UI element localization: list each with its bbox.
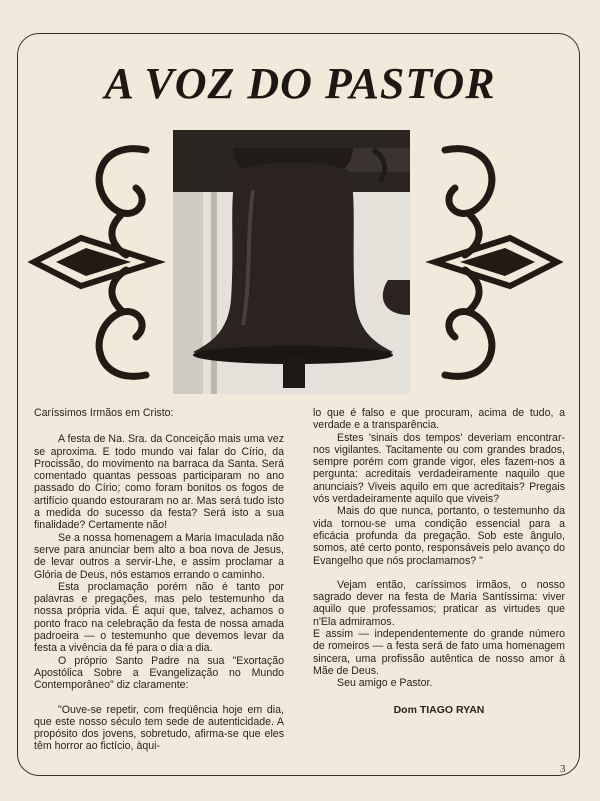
right-scroll-ornament-icon xyxy=(425,130,565,395)
page-number: 3 xyxy=(560,763,566,775)
church-bell-icon xyxy=(173,130,410,394)
left-text-column xyxy=(34,407,284,753)
signature: Dom TIAGO RYAN xyxy=(393,703,485,716)
bell-photograph xyxy=(173,130,410,394)
paragraph: Vejam então, caríssimos irmãos, o nosso sagrado dever na festa de Maria Santíssima: viver aquilo que professamos; praticar as virtudes que n'Ela admiramos. xyxy=(313,578,565,628)
paragraph: E assim — independentemente do grande número de romeiros — a festa será de fato uma homenagem sincera, uma profissão autêntica de nosso amor à Mãe de Deus. xyxy=(313,628,565,677)
paragraph: A festa de Na. Sra. da Conceição mais uma vez se aproxima. E todo mundo vai falar do Círio, da Procissão, do movimento na barraca da Santa. Será comentado quantas pessoas participaram no ano passado do Círio; como foram bonitos os fogos de artifício quando estouraram no ar. Mas será tudo isto a medida do sucesso da festa? Será isto a sua finalidade? Certamente não! xyxy=(34,433,284,532)
paragraph: Estes 'sinais dos tempos' deveriam encontrar-nos vigilantes. Tacitamente ou com grandes brados, sempre porém com grande vigor, eles fazem-nos a pergunta: acreditais verdadeiramente naquilo que anunciais? Viveis aquilo em que acreditais? Pregais vós verdadeiramente aquilo que viveis? xyxy=(313,431,565,506)
closing: Seu amigo e Pastor. xyxy=(337,677,433,690)
paragraph: O próprio Santo Padre na sua "Exortação Apostólica Sobre a Evangelização no Mundo Contemporâneo" diz claramente: xyxy=(34,654,284,692)
right-text-column xyxy=(313,407,565,716)
paragraph: lo que é falso e que procuram, acima de tudo, a verdade e a transparência. xyxy=(313,407,565,432)
quotation-paragraph: "Ouve-se repetir, com freqüência hoje em dia, que este nosso século tem sede de autenticidade. A propósito dos jovens, sobretudo, afirma-se que eles têm horror ao fictício, àqui- xyxy=(34,703,284,753)
paragraph: Mais do que nunca, portanto, o testemunho da vida tornou-se uma condição essencial para a eficácia profunda da pregação. Sob este ângulo, somos, até certo ponto, responsáveis pelo avanço do Evangelho que nós proclamamos? " xyxy=(313,505,565,567)
page-title: A VOZ DO PASTOR xyxy=(104,59,496,108)
paragraph: Se a nossa homenagem a Maria Imaculada não serve para anunciar bem alto a boa nova de Jesus, de levar outros a servir-Lhe, e assim proclamar a Glória de Deus, nós estamos errando o caminho. xyxy=(34,531,284,581)
paragraph: Esta proclamação porém não é tanto por palavras e pregações, mas pelo testemunho da nossa própria vida. É aqui que, talvez, achamos o ponto fraco na celebração da festa de nossa amada padroeira — o testemunho que devemos levar da festa a vivência da fé para o dia a dia. xyxy=(34,580,284,655)
salutation: Caríssimos Irmãos em Cristo: xyxy=(34,407,174,419)
left-scroll-ornament-icon xyxy=(26,130,166,395)
